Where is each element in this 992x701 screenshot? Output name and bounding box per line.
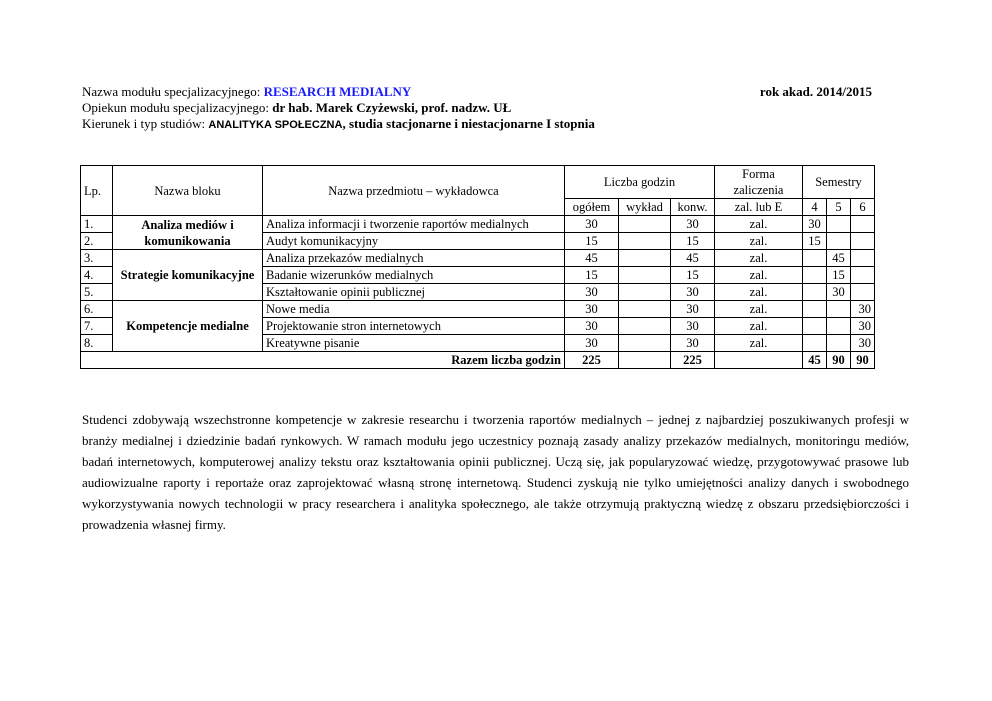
document-header <box>82 84 882 133</box>
row-form: zal. <box>715 318 803 335</box>
row-conv: 45 <box>671 250 715 267</box>
row-s6 <box>851 233 875 250</box>
row-s6 <box>851 250 875 267</box>
totals-row <box>81 352 875 369</box>
row-subject: Kreatywne pisanie <box>263 335 565 352</box>
col-lecture-header: wykład <box>619 199 671 216</box>
row-s6 <box>851 216 875 233</box>
row-form: zal. <box>715 216 803 233</box>
row-conv: 30 <box>671 335 715 352</box>
supervisor-name: dr hab. Marek Czyżewski, prof. nadzw. UŁ <box>272 100 512 115</box>
row-lp: 3. <box>81 250 113 267</box>
col-s5-header: 5 <box>827 199 851 216</box>
row-form: zal. <box>715 301 803 318</box>
header-row-1 <box>81 166 875 199</box>
module-name: RESEARCH MEDIALNY <box>263 84 412 99</box>
block-name: Strategie komunikacyjne <box>113 250 263 301</box>
row-conv: 30 <box>671 216 715 233</box>
row-subject: Analiza informacji i tworzenie raportów medialnych <box>263 216 565 233</box>
col-class-header: konw. <box>671 199 715 216</box>
row-subject: Projektowanie stron internetowych <box>263 318 565 335</box>
row-lecture <box>619 250 671 267</box>
row-s5 <box>827 233 851 250</box>
row-lp: 8. <box>81 335 113 352</box>
row-s5: 15 <box>827 267 851 284</box>
field-line <box>82 116 882 133</box>
row-s4 <box>803 250 827 267</box>
row-total: 30 <box>565 335 619 352</box>
totals-s6: 90 <box>851 352 875 369</box>
row-s4 <box>803 318 827 335</box>
row-lecture <box>619 267 671 284</box>
col-semesters-header: Semestry <box>803 166 875 199</box>
totals-s4: 45 <box>803 352 827 369</box>
row-s6: 30 <box>851 318 875 335</box>
col-block-header: Nazwa bloku <box>113 166 263 216</box>
row-lp: 7. <box>81 318 113 335</box>
row-lp: 6. <box>81 301 113 318</box>
supervisor-line <box>82 100 882 116</box>
row-s5 <box>827 216 851 233</box>
row-subject: Badanie wizerunków medialnych <box>263 267 565 284</box>
row-lp: 1. <box>81 216 113 233</box>
row-s4 <box>803 267 827 284</box>
academic-year: rok akad. 2014/2015 <box>759 84 872 99</box>
row-s4 <box>803 301 827 318</box>
col-subject-header: Nazwa przedmiotu – wykładowca <box>263 166 565 216</box>
row-conv: 15 <box>671 233 715 250</box>
row-lp: 5. <box>81 284 113 301</box>
row-lecture <box>619 216 671 233</box>
row-total: 15 <box>565 267 619 284</box>
supervisor-label: Opiekun modułu specjalizacyjnego: <box>82 100 273 115</box>
row-total: 30 <box>565 318 619 335</box>
row-s4 <box>803 335 827 352</box>
col-form-sub-header: zal. lub E <box>715 199 803 216</box>
row-s5 <box>827 318 851 335</box>
row-s6 <box>851 284 875 301</box>
row-lp: 4. <box>81 267 113 284</box>
totals-s5: 90 <box>827 352 851 369</box>
row-form: zal. <box>715 267 803 284</box>
block-name: Kompetencje medialne <box>113 301 263 352</box>
row-s5 <box>827 301 851 318</box>
col-s4-header: 4 <box>803 199 827 216</box>
totals-conv: 225 <box>671 352 715 369</box>
row-total: 45 <box>565 250 619 267</box>
col-total-header: ogółem <box>565 199 619 216</box>
row-subject: Kształtowanie opinii publicznej <box>263 284 565 301</box>
totals-label: Razem liczba godzin <box>81 352 565 369</box>
row-total: 30 <box>565 301 619 318</box>
row-conv: 30 <box>671 301 715 318</box>
row-subject: Nowe media <box>263 301 565 318</box>
row-subject: Analiza przekazów medialnych <box>263 250 565 267</box>
col-hours-header: Liczba godzin <box>565 166 715 199</box>
totals-lecture <box>619 352 671 369</box>
row-lecture <box>619 318 671 335</box>
row-total: 30 <box>565 284 619 301</box>
row-conv: 30 <box>671 318 715 335</box>
field-rest: , studia stacjonarne i niestacjonarne I stopnia <box>342 116 595 131</box>
table-row <box>81 301 875 318</box>
row-lp: 2. <box>81 233 113 250</box>
row-s4: 30 <box>803 216 827 233</box>
module-description: Studenci zdobywają wszechstronne kompetencje w zakresie researchu i tworzenia raportów medialnych – jednej z najbardziej poszukiwanych profesji w branży medialnej i dziedzinie badań rynkowych. W ramach modułu jego uczestnicy poznają zasady analizy przekazów medialnych, monitoringu mediów, badań internetowych, komputerowej analizy tekstu oraz kształtowania opinii publicznej. Uczą się, jak popularyzować wiedzę, przygotowywać prasowe lub audiowizualne raporty i reportaże oraz zaprojektować własną stronę internetową. Studenci zyskują nie tylko umiejętności analizy danych i swobodnego wykorzystywania nowych technologii w pracy researchera i analityka społecznego, ale także otrzymują praktyczną wiedzę z obszaru przedsiębiorczości i prowadzenia własnej firmy. <box>82 412 909 532</box>
col-form-header: Forma zaliczenia <box>715 166 803 199</box>
table-row <box>81 216 875 233</box>
row-s6: 30 <box>851 335 875 352</box>
row-lecture <box>619 284 671 301</box>
field-label: Kierunek i typ studiów: <box>82 116 209 131</box>
row-s5: 45 <box>827 250 851 267</box>
row-s5: 30 <box>827 284 851 301</box>
field-name: ANALITYKA SPOŁECZNA <box>208 119 343 131</box>
row-s6: 30 <box>851 301 875 318</box>
row-conv: 15 <box>671 267 715 284</box>
curriculum-table <box>80 165 875 369</box>
row-lecture <box>619 301 671 318</box>
col-lp-header: Lp. <box>81 166 113 216</box>
row-s4 <box>803 284 827 301</box>
row-subject: Audyt komunikacyjny <box>263 233 565 250</box>
row-lecture <box>619 233 671 250</box>
row-total: 15 <box>565 233 619 250</box>
row-total: 30 <box>565 216 619 233</box>
totals-form <box>715 352 803 369</box>
row-s5 <box>827 335 851 352</box>
row-form: zal. <box>715 233 803 250</box>
totals-total: 225 <box>565 352 619 369</box>
col-s6-header: 6 <box>851 199 875 216</box>
row-s4: 15 <box>803 233 827 250</box>
row-conv: 30 <box>671 284 715 301</box>
block-name: Analiza mediów i komunikowania <box>113 216 263 250</box>
row-form: zal. <box>715 284 803 301</box>
module-label: Nazwa modułu specjalizacyjnego: <box>82 84 264 99</box>
row-s6 <box>851 267 875 284</box>
row-lecture <box>619 335 671 352</box>
table-row <box>81 250 875 267</box>
row-form: zal. <box>715 250 803 267</box>
row-form: zal. <box>715 335 803 352</box>
